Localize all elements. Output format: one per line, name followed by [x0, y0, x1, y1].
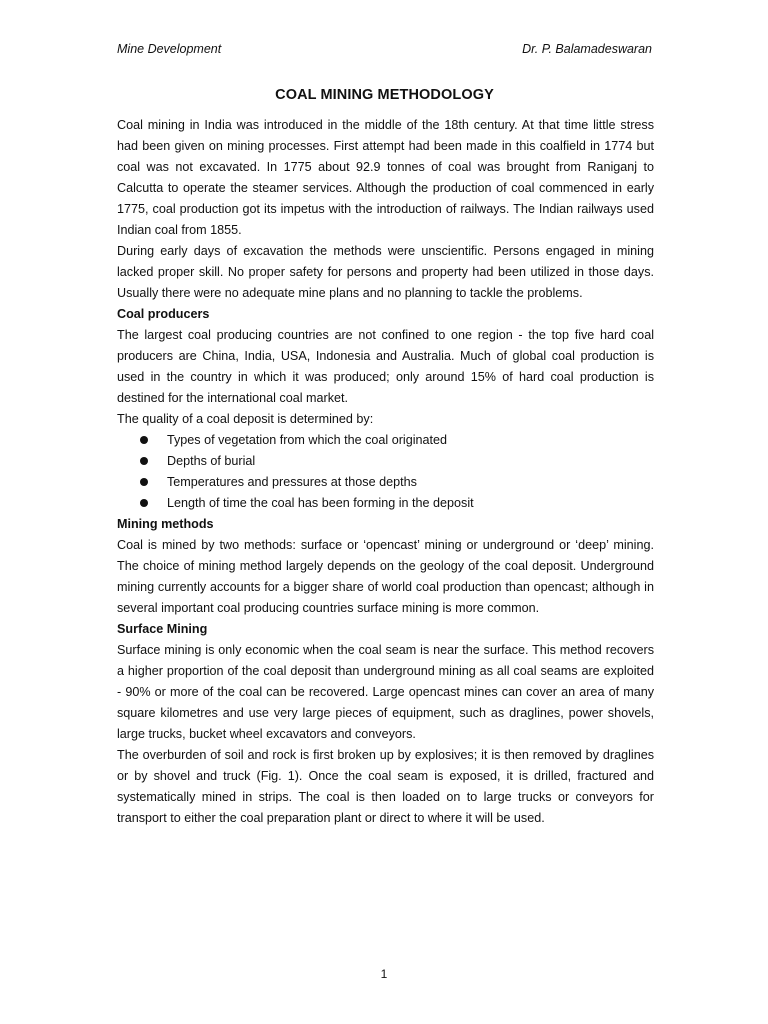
list-item [117, 493, 654, 514]
mining-methods-paragraph: Coal is mined by two methods: surface or ‘opencast’ mining or underground or ‘deep’ mining. The choice of mining method largely depends on the geology of the coal deposit. Underground mining currently accounts for a bigger share of world coal production than opencast; although in several important coal producing countries surface mining is more common. [117, 538, 654, 615]
coal-producers-paragraph-1: The largest coal producing countries are not confined to one region - the top five hard coal producers are China, India, USA, Indonesia and Australia. Much of global coal production is used in the country in which it was produced; only around 15% of hard coal production is destined for the international coal market. [117, 328, 654, 405]
intro-paragraph-2: During early days of excavation the methods were unscientific. Persons engaged in mining lacked proper skill. No proper safety for persons and property had been utilized in those days. Usually there were no adequate mine plans and no planning to tackle the problems. [117, 244, 654, 300]
list-item [117, 451, 654, 472]
bullet-icon [140, 457, 148, 465]
surface-mining-paragraph-2: The overburden of soil and rock is first broken up by explosives; it is then removed by draglines or by shovel and truck (Fig. 1). Once the coal seam is exposed, it is drilled, fractured and systematically mined in strips. The coal is then loaded on to large trucks or conveyors for transport to either the coal preparation plant or direct to where it will be used. [117, 748, 654, 825]
list-item-text: Depths of burial [167, 454, 256, 468]
coal-quality-list [117, 430, 654, 514]
bullet-icon [140, 436, 148, 444]
running-header [117, 42, 652, 60]
document-body [117, 115, 654, 829]
coal-producers-heading: Coal producers [117, 307, 210, 321]
intro-paragraph-1: Coal mining in India was introduced in the middle of the 18th century. At that time little stress had been given on mining processes. First attempt had been made in this coalfield in 1774 but coal was not excavated. In 1775 about 92.9 tonnes of coal was brought from Raniganj to Calcutta to operate the steamer services. Although the production of coal commenced in early 1775, coal production got its impetus with the introduction of railways. The Indian railways used Indian coal from 1855. [117, 118, 654, 237]
list-item [117, 430, 654, 451]
coal-producers-paragraph-2: The quality of a coal deposit is determined by: [117, 412, 374, 426]
surface-mining-paragraph-1: Surface mining is only economic when the coal seam is near the surface. This method recovers a higher proportion of the coal deposit than underground mining as all coal seams are exploited - 90% or more of the coal can be recovered. Large opencast mines can cover an area of many square kilometres and use very large pieces of equipment, such as draglines, power shovels, large trucks, bucket wheel excavators and conveyors. [117, 643, 654, 741]
document-title: COAL MINING METHODOLOGY [275, 87, 494, 103]
surface-mining-heading: Surface Mining [117, 622, 208, 636]
mining-methods-heading: Mining methods [117, 517, 214, 531]
bullet-icon [140, 499, 148, 507]
list-item [117, 472, 654, 493]
page-number: 1 [380, 967, 388, 981]
header-right-text: Dr. P. Balamadeswaran [522, 42, 652, 56]
list-item-text: Types of vegetation from which the coal originated [167, 433, 448, 447]
header-left-text: Mine Development [117, 42, 222, 56]
bullet-icon [140, 478, 148, 486]
list-item-text: Length of time the coal has been forming in the deposit [167, 496, 474, 510]
list-item-text: Temperatures and pressures at those depths [167, 475, 417, 489]
